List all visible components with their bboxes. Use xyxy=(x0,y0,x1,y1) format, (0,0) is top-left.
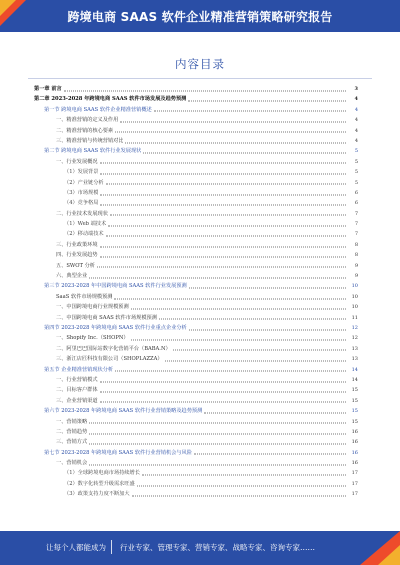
toc-dot-leader xyxy=(106,184,346,185)
toc-entry-page-number: 4 xyxy=(354,127,358,134)
toc-entry-label: （3）市场规模 xyxy=(64,189,99,196)
toc-entry-label: 第二章 2023-2028 年跨境电商 SAAS 软件市场发展及趋势预测 xyxy=(34,96,187,103)
toc-entry-page-number: 8 xyxy=(354,252,358,259)
toc-entry-label: 二、行业技术发展现状 xyxy=(56,210,108,217)
toc-dot-leader xyxy=(131,308,346,309)
toc-entry-page-number: 9 xyxy=(354,273,358,280)
toc-entry-page-number: 10 xyxy=(351,304,358,311)
toc-entry[interactable] xyxy=(34,396,358,406)
toc-dot-leader xyxy=(89,464,346,465)
page-footer-band xyxy=(0,531,400,565)
toc-entry[interactable] xyxy=(34,468,358,478)
toc-entry[interactable] xyxy=(34,437,358,447)
toc-dot-leader xyxy=(194,454,346,455)
toc-entry[interactable] xyxy=(34,417,358,427)
page-header-band xyxy=(0,0,400,32)
toc-entry-page-number: 13 xyxy=(351,356,358,363)
toc-entry[interactable] xyxy=(34,126,358,136)
toc-entry-label: 五、SWOT 分析 xyxy=(56,262,95,269)
toc-entry-page-number: 6 xyxy=(354,200,358,207)
toc-entry-page-number: 4 xyxy=(354,106,358,113)
toc-entry-label: 第七节 2023-2028 年跨境电商 SAAS 软件行业营销机会与风险 xyxy=(44,449,192,456)
toc-entry[interactable] xyxy=(34,229,358,239)
report-title: 跨境电商 SAAS 软件企业精准营销策略研究报告 xyxy=(67,10,333,24)
toc-entry[interactable] xyxy=(34,219,358,229)
toc-entry[interactable] xyxy=(34,115,358,125)
toc-entry-page-number: 13 xyxy=(351,345,358,352)
toc-dot-leader xyxy=(100,204,346,205)
toc-entry-label: 一、营销机会 xyxy=(56,460,88,467)
toc-entry-page-number: 14 xyxy=(351,376,358,383)
toc-entry-label: 一、精准营销的定义及作用 xyxy=(56,117,119,124)
toc-entry[interactable] xyxy=(34,167,358,177)
toc-entry[interactable] xyxy=(34,302,358,312)
toc-entry[interactable] xyxy=(34,292,358,302)
toc-entry-label: 二、精准营销的核心要素 xyxy=(56,127,114,134)
toc-entry[interactable] xyxy=(34,178,358,188)
toc-entry-page-number: 7 xyxy=(354,210,358,217)
toc-entry-page-number: 14 xyxy=(351,366,358,373)
toc-entry-page-number: 5 xyxy=(354,169,358,176)
toc-entry-label: 第三节 2023-2028 年中国跨境电商 SAAS 软件行业发展预测 xyxy=(44,283,187,290)
toc-entry-page-number: 17 xyxy=(351,470,358,477)
toc-dot-leader xyxy=(115,132,346,133)
toc-dot-leader xyxy=(188,101,346,102)
toc-dot-leader xyxy=(131,340,346,341)
toc-entry-label: （1）全球跨境电商市场持续增长 xyxy=(64,470,140,477)
toc-dot-leader xyxy=(100,194,346,195)
toc-dot-leader xyxy=(100,402,346,403)
toc-entry-label: 六、典型企业 xyxy=(56,273,88,280)
toc-entry-label: （3）政策支持力度不断加大 xyxy=(64,491,130,498)
toc-dot-leader xyxy=(97,267,346,268)
footer-divider xyxy=(111,540,112,554)
toc-entry-page-number: 11 xyxy=(351,314,358,321)
toc-entry-page-number: 7 xyxy=(354,221,358,228)
toc-entry-label: 一、营销策略 xyxy=(56,418,88,425)
toc-dot-leader xyxy=(189,329,346,330)
toc-entry-label: 三、营销方式 xyxy=(56,439,88,446)
toc-entry[interactable] xyxy=(34,146,358,156)
toc-entry[interactable] xyxy=(34,240,358,250)
toc-entry-label: 一、Shopify Inc.（SHOPN） xyxy=(56,335,129,342)
toc-entry-label: 第四节 2023-2028 年跨境电商 SAAS 软件行业重点企业分析 xyxy=(44,324,187,331)
toc-dot-leader xyxy=(165,360,346,361)
toc-entry-label: 一、行业发展概况 xyxy=(56,158,98,165)
toc-entry[interactable] xyxy=(34,157,358,167)
toc-entry[interactable] xyxy=(34,406,358,416)
toc-entry-label: 第一章 前言 xyxy=(34,86,62,92)
toc-dot-leader xyxy=(106,236,346,237)
toc-heading-divider xyxy=(28,78,372,79)
toc-entry[interactable] xyxy=(34,365,358,375)
toc-dot-leader xyxy=(120,121,346,122)
toc-entry-label: 第一节 跨境电商 SAAS 软件企业精准营销概述 xyxy=(44,106,152,113)
toc-entry-page-number: 4 xyxy=(354,96,358,103)
toc-entry-page-number: 4 xyxy=(354,117,358,124)
toc-entry[interactable] xyxy=(34,105,358,115)
toc-entry[interactable] xyxy=(34,281,358,291)
toc-dot-leader xyxy=(114,298,346,299)
toc-entry[interactable] xyxy=(34,250,358,260)
toc-entry[interactable] xyxy=(34,84,358,94)
table-of-contents xyxy=(34,84,358,500)
toc-entry-page-number: 15 xyxy=(351,418,358,425)
toc-entry-page-number: 8 xyxy=(354,241,358,248)
toc-dot-leader xyxy=(115,371,346,372)
toc-dot-leader xyxy=(89,423,346,424)
toc-entry[interactable] xyxy=(34,136,358,146)
toc-entry-page-number: 7 xyxy=(354,231,358,238)
toc-entry-label: 第六节 2023-2028 年跨境电商 SAAS 软件行业营销策略及趋势预测 xyxy=(44,408,203,415)
toc-dot-leader xyxy=(204,412,346,413)
toc-entry-page-number: 3 xyxy=(354,86,358,92)
toc-dot-leader xyxy=(143,153,346,154)
toc-entry[interactable] xyxy=(34,489,358,499)
toc-entry-label: 二、目标客户群体 xyxy=(56,387,98,394)
toc-entry[interactable] xyxy=(34,323,358,333)
toc-entry-page-number: 10 xyxy=(351,293,358,300)
toc-entry-page-number: 16 xyxy=(351,460,358,467)
toc-entry-label: 三、精准营销与传统营销对比 xyxy=(56,137,124,144)
toc-dot-leader xyxy=(89,443,346,444)
toc-entry-label: 二、营销趋势 xyxy=(56,428,88,435)
toc-dot-leader xyxy=(142,475,346,476)
toc-entry[interactable] xyxy=(34,344,358,354)
toc-entry[interactable] xyxy=(34,209,358,219)
toc-entry[interactable] xyxy=(34,354,358,364)
toc-entry-label: （4）竞争格局 xyxy=(64,200,99,207)
toc-dot-leader xyxy=(108,225,346,226)
toc-dot-leader xyxy=(89,433,346,434)
toc-entry-label: 三、浙江店匠科技有限公司（SHOPLAZZA） xyxy=(56,356,163,363)
toc-entry-label: 第二节 跨境电商 SAAS 软件行业发展现状 xyxy=(44,148,142,155)
toc-entry-label: 三、企业营销渠道 xyxy=(56,397,98,404)
toc-dot-leader xyxy=(173,350,346,351)
toc-entry-label: （2）移动端技术 xyxy=(64,231,104,238)
toc-entry-page-number: 5 xyxy=(354,179,358,186)
toc-entry-page-number: 5 xyxy=(354,158,358,165)
toc-heading: 内容目录 xyxy=(175,57,225,71)
toc-entry[interactable] xyxy=(34,458,358,468)
toc-entry-page-number: 16 xyxy=(351,439,358,446)
toc-dot-leader xyxy=(159,319,346,320)
toc-entry-page-number: 17 xyxy=(351,480,358,487)
toc-dot-leader xyxy=(64,90,346,91)
toc-entry[interactable] xyxy=(34,448,358,458)
toc-entry[interactable] xyxy=(34,385,358,395)
toc-entry-label: 第五节 企业精准营销现状分析 xyxy=(44,366,114,373)
toc-dot-leader xyxy=(110,215,346,216)
toc-entry-label: 二、阿里巴巴国际站数字化营销平台（BABA.N） xyxy=(56,345,171,352)
toc-entry-label: 三、行业政策环境 xyxy=(56,241,98,248)
toc-entry[interactable] xyxy=(34,261,358,271)
toc-entry-label: 一、中国跨境电商行业规模预测 xyxy=(56,304,129,311)
footer-slogan: 让每个人都能成为 xyxy=(46,543,106,552)
toc-entry[interactable] xyxy=(34,333,358,343)
toc-dot-leader xyxy=(154,111,346,112)
toc-entry-page-number: 5 xyxy=(354,148,358,155)
toc-entry[interactable] xyxy=(34,94,358,104)
toc-entry-page-number: 10 xyxy=(351,283,358,290)
toc-entry-page-number: 16 xyxy=(351,449,358,456)
toc-entry-page-number: 15 xyxy=(351,387,358,394)
toc-dot-leader xyxy=(137,485,346,486)
toc-entry-page-number: 15 xyxy=(351,397,358,404)
toc-dot-leader xyxy=(125,142,346,143)
toc-entry-page-number: 4 xyxy=(354,137,358,144)
toc-dot-leader xyxy=(89,277,346,278)
toc-entry-label: 四、行业发展趋势 xyxy=(56,252,98,259)
toc-dot-leader xyxy=(189,288,346,289)
toc-entry[interactable] xyxy=(34,271,358,281)
toc-entry-label: 二、中国跨境电商 SAAS 软件市场规模预测 xyxy=(56,314,157,321)
toc-entry[interactable] xyxy=(34,313,358,323)
toc-dot-leader xyxy=(100,392,346,393)
toc-entry-page-number: 12 xyxy=(351,335,358,342)
toc-entry-page-number: 16 xyxy=(351,428,358,435)
toc-entry-page-number: 9 xyxy=(354,262,358,269)
toc-dot-leader xyxy=(100,173,346,174)
toc-entry-label: 一、行业营销模式 xyxy=(56,376,98,383)
toc-entry-label: SaaS 软件市场规模预测 xyxy=(56,293,113,300)
toc-entry[interactable] xyxy=(34,427,358,437)
toc-entry[interactable] xyxy=(34,198,358,208)
toc-dot-leader xyxy=(100,246,346,247)
toc-entry-page-number: 17 xyxy=(351,491,358,498)
footer-tagline: 行业专家、管理专家、营销专家、战略专家、咨询专家…… xyxy=(120,543,315,552)
toc-entry[interactable] xyxy=(34,479,358,489)
toc-entry-label: （1）发展背景 xyxy=(64,169,99,176)
toc-entry-page-number: 15 xyxy=(351,408,358,415)
toc-dot-leader xyxy=(100,163,346,164)
toc-entry-label: （2）数字化转型升级需求旺盛 xyxy=(64,480,135,487)
toc-dot-leader xyxy=(100,381,346,382)
toc-dot-leader xyxy=(132,495,346,496)
toc-entry[interactable] xyxy=(34,375,358,385)
toc-entry-page-number: 6 xyxy=(354,189,358,196)
toc-entry-label: （2）产业链分析 xyxy=(64,179,104,186)
footer-yellow-corner-decoration xyxy=(378,545,400,565)
toc-entry-label: （1）Web 端技术 xyxy=(64,221,107,228)
toc-entry-page-number: 12 xyxy=(351,324,358,331)
toc-dot-leader xyxy=(100,256,346,257)
toc-entry[interactable] xyxy=(34,188,358,198)
